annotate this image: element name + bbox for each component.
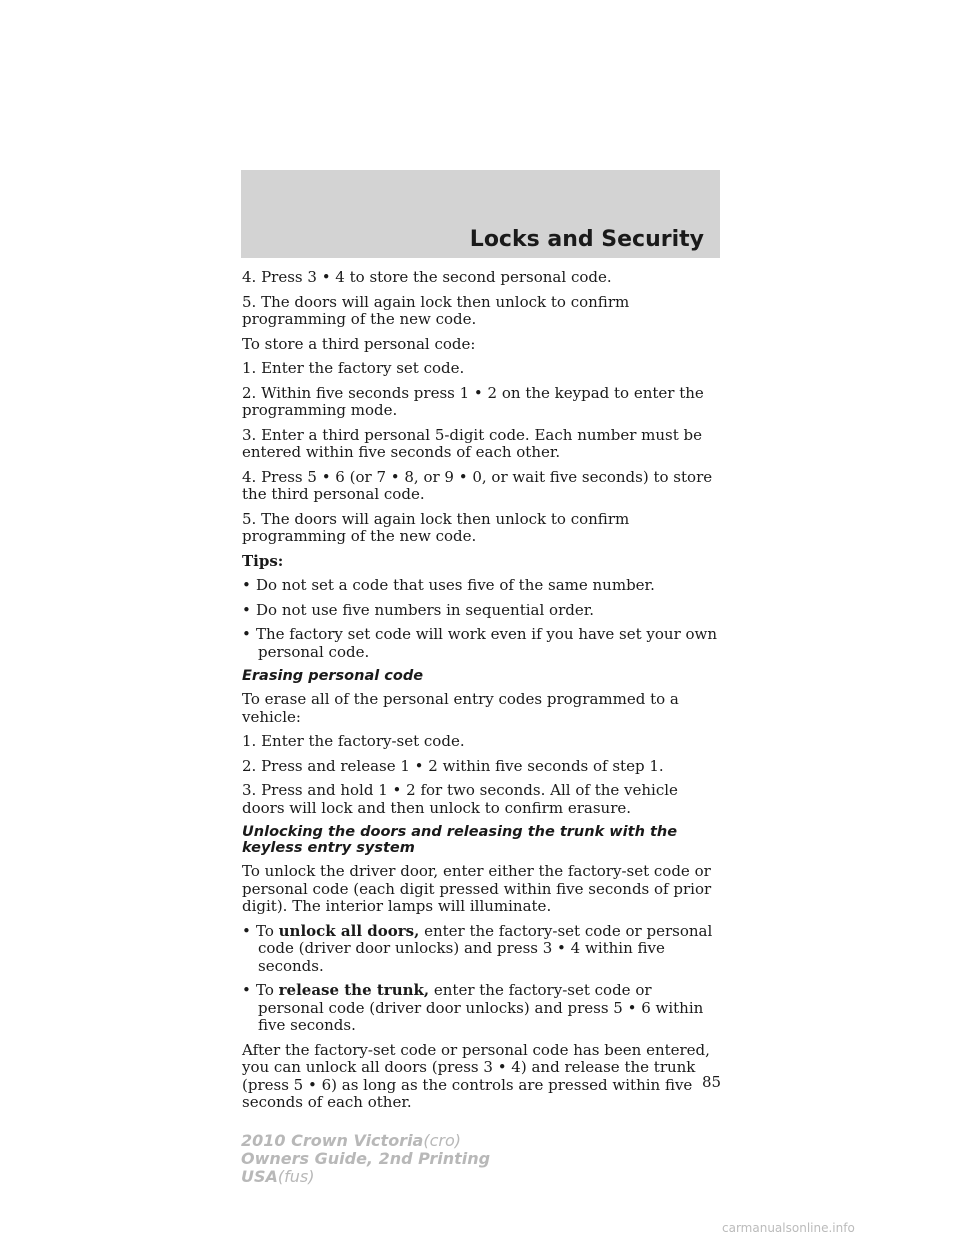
list-item-bold: unlock all doors, <box>278 921 420 940</box>
footer-market-code: (fus) <box>277 1167 315 1186</box>
list-item <box>242 602 722 620</box>
footer-model-code: (cro) <box>423 1131 462 1150</box>
paragraph: 4. Press 5 • 6 (or 7 • 8, or 9 • 0, or wait five seconds) to store the third personal code. <box>242 467 713 503</box>
paragraph: To unlock the driver door, enter either the factory-set code or personal code (each digit pressed within five seconds of prior digit). The interior lamps will illuminate. <box>242 862 712 915</box>
bullet-icon: • <box>242 625 251 643</box>
bullet-icon: • <box>242 600 251 619</box>
paragraph: After the factory-set code or personal code has been entered, you can unlock all doors (press 3 • 4) and release the trunk (press 5 • 6) as long as the controls are pressed within five seconds of each other. <box>242 1040 710 1111</box>
document-footer <box>241 1132 490 1186</box>
list-item <box>242 982 722 1035</box>
footer-market: USA <box>241 1167 278 1186</box>
paragraph: To store a third personal code: <box>242 334 476 353</box>
paragraph: 4. Press 3 • 4 to store the second personal code. <box>242 268 612 286</box>
watermark: carmanualsonline.info <box>722 1221 855 1235</box>
list-item <box>242 626 722 661</box>
tips-label: Tips: <box>242 551 284 570</box>
paragraph: 3. Enter a third personal 5-digit code. Each number must be entered within five seconds of each other. <box>242 425 703 461</box>
paragraph: 1. Enter the factory set code. <box>242 359 465 377</box>
paragraph: 1. Enter the factory-set code. <box>242 732 465 750</box>
list-item-bold: release the trunk, <box>278 981 430 999</box>
paragraph: To erase all of the personal entry codes programmed to a vehicle: <box>242 690 679 726</box>
page-body <box>242 269 722 1119</box>
list-item <box>242 577 722 595</box>
list-item <box>242 923 722 976</box>
subheading-erase: Erasing personal code <box>242 668 424 684</box>
paragraph: 3. Press and hold 1 • 2 for two seconds. All of the vehicle doors will lock and then unlock to confirm erasure. <box>242 781 678 817</box>
paragraph: 5. The doors will again lock then unlock to confirm programming of the new code. <box>242 292 630 328</box>
paragraph: 2. Within five seconds press 1 • 2 on the keypad to enter the programming mode. <box>242 383 704 419</box>
list-item-text: Do not set a code that uses five of the same number. <box>256 576 655 594</box>
footer-model: 2010 Crown Victoria <box>241 1131 424 1150</box>
list-item-text: The factory set code will work even if you have set your own personal code. <box>256 625 718 661</box>
section-header-band <box>241 170 720 258</box>
bullet-icon: • <box>242 921 251 940</box>
list-item-text: Do not use five numbers in sequential order. <box>256 600 595 619</box>
paragraph: 5. The doors will again lock then unlock to confirm programming of the new code. <box>242 509 630 545</box>
list-item-pre: To <box>256 921 279 940</box>
bullet-icon: • <box>242 981 251 999</box>
section-title: Locks and Security <box>469 227 704 252</box>
paragraph: 2. Press and release 1 • 2 within five seconds of step 1. <box>242 756 664 775</box>
list-item-post: enter the factory-set code or personal code (driver door unlocks) and press 3 • 4 within five seconds. <box>258 921 713 975</box>
footer-printing: Owners Guide, 2nd Printing <box>241 1149 491 1168</box>
page-number: 85 <box>702 1073 722 1091</box>
list-item-pre: To <box>256 981 279 999</box>
bullet-icon: • <box>242 576 251 594</box>
list-item-post: enter the factory-set code or personal code (driver door unlocks) and press 5 • 6 within five seconds. <box>258 981 704 1034</box>
subheading-unlock: Unlocking the doors and releasing the trunk with the keyless entry system <box>242 824 678 856</box>
